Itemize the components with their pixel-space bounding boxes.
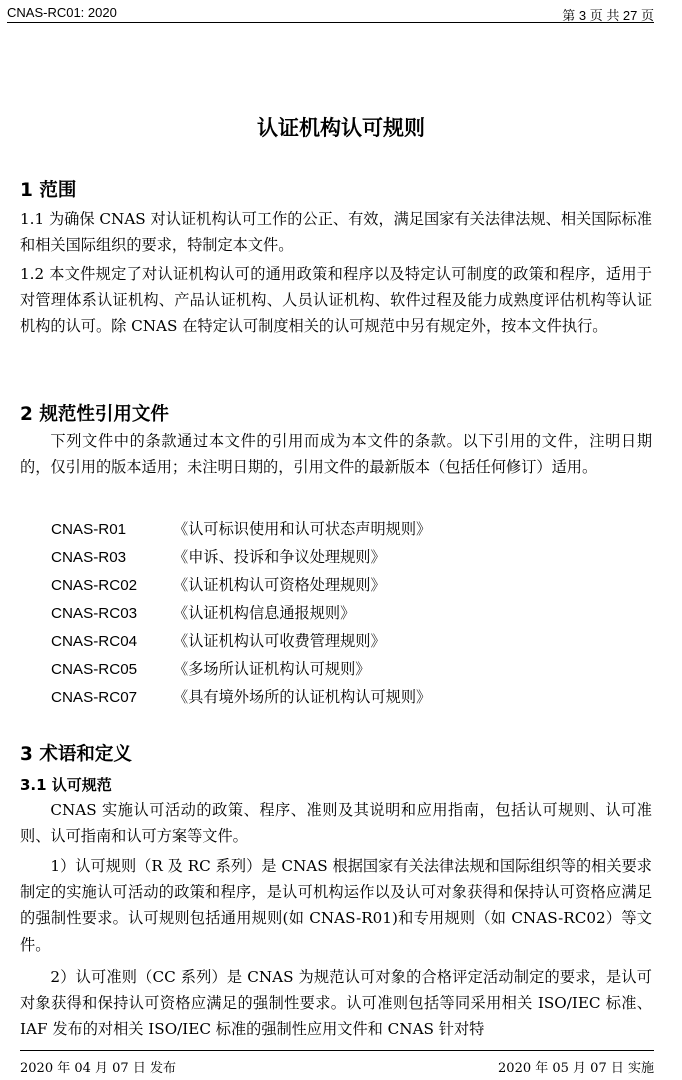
reference-item [51, 543, 611, 571]
reference-item [51, 627, 611, 655]
reference-code: CNAS-RC04 [51, 633, 138, 650]
accreditation-rules-paragraph: 1）认可规则（R 及 RC 系列）是 CNAS 根据国家有关法律法规和国际组织等的相关要求制定的实施认可活动的政策和程序，是认可机构运作以及认可对象获得和保持认可资格应满足的强制性要求。认可规则包括通用规则(如 CNAS-R01)和专用规则（如 CNAS-RC02）等文件。 [20, 857, 652, 954]
reference-title: 《认证机构信息通报规则》 [173, 604, 356, 622]
reference-item [51, 683, 611, 711]
section-3-1-paragraph: CNAS 实施认可活动的政策、程序、准则及其说明和应用指南，包括认可规则、认可准则、认可指南和认可方案等文件。 [20, 801, 652, 846]
section-1-2-paragraph: 1.2 本文件规定了对认证机构认可的通用政策和程序以及特定认可制度的政策和程序，适用于对管理体系认证机构、产品认证机构、人员认证机构、软件过程及能力成熟度评估机构等认证机构的认可。除 CNAS 在特定认可制度相关的认可规范中另有规定外，按本文件执行。 [20, 265, 652, 336]
page-number: 第 3 页 共 27 页 [562, 8, 654, 23]
reference-title: 《认证机构认可资格处理规则》 [173, 576, 386, 594]
reference-item [51, 515, 611, 543]
reference-list [51, 515, 611, 711]
page-footer [20, 1050, 654, 1076]
accreditation-criteria-paragraph: 2）认可准则（CC 系列）是 CNAS 为规范认可对象的合格评定活动制定的要求，是认可对象获得和保持认可资格应满足的强制性要求。认可准则包括等同采用相关 ISO/IEC 标准、IAF 发布的对相关 ISO/IEC 标准的强制性应用文件和 CNAS 针对特 [20, 968, 652, 1039]
reference-code: CNAS-RC05 [51, 661, 138, 678]
section-3-1-heading: 3.1 认可规范 [20, 776, 112, 794]
reference-title: 《认可标识使用和认可状态声明规则》 [173, 520, 432, 538]
section-2-heading: 2 规范性引用文件 [20, 404, 169, 425]
reference-item [51, 571, 611, 599]
reference-title: 《多场所认证机构认可规则》 [173, 660, 371, 678]
reference-title: 《具有境外场所的认证机构认可规则》 [173, 688, 432, 706]
reference-title: 《认证机构认可收费管理规则》 [173, 632, 386, 650]
section-1-1-paragraph: 1.1 为确保 CNAS 对认证机构认可工作的公正、有效，满足国家有关法律法规、相关国际标准和相关国际组织的要求，特制定本文件。 [20, 210, 652, 255]
reference-code: CNAS-RC02 [51, 577, 138, 594]
reference-code: CNAS-R03 [51, 549, 127, 566]
issue-date: 2020 年 04 月 07 日 发布 [20, 1061, 176, 1076]
section-3-heading: 3 术语和定义 [20, 744, 132, 765]
reference-item [51, 599, 611, 627]
reference-code: CNAS-RC07 [51, 689, 138, 706]
section-2-intro: 下列文件中的条款通过本文件的引用而成为本文件的条款。以下引用的文件，注明日期的，仅引用的版本适用；未注明日期的，引用文件的最新版本（包括任何修订）适用。 [20, 432, 652, 477]
reference-code: CNAS-R01 [51, 521, 127, 538]
document-title: 认证机构认可规则 [257, 116, 425, 140]
page-header [7, 2, 654, 23]
reference-title: 《申诉、投诉和争议处理规则》 [173, 548, 386, 566]
section-1-heading: 1 范围 [20, 180, 77, 201]
document-code: CNAS-RC01: 2020 [7, 5, 117, 20]
effective-date: 2020 年 05 月 07 日 实施 [498, 1061, 654, 1076]
reference-code: CNAS-RC03 [51, 605, 138, 622]
reference-item [51, 655, 611, 683]
